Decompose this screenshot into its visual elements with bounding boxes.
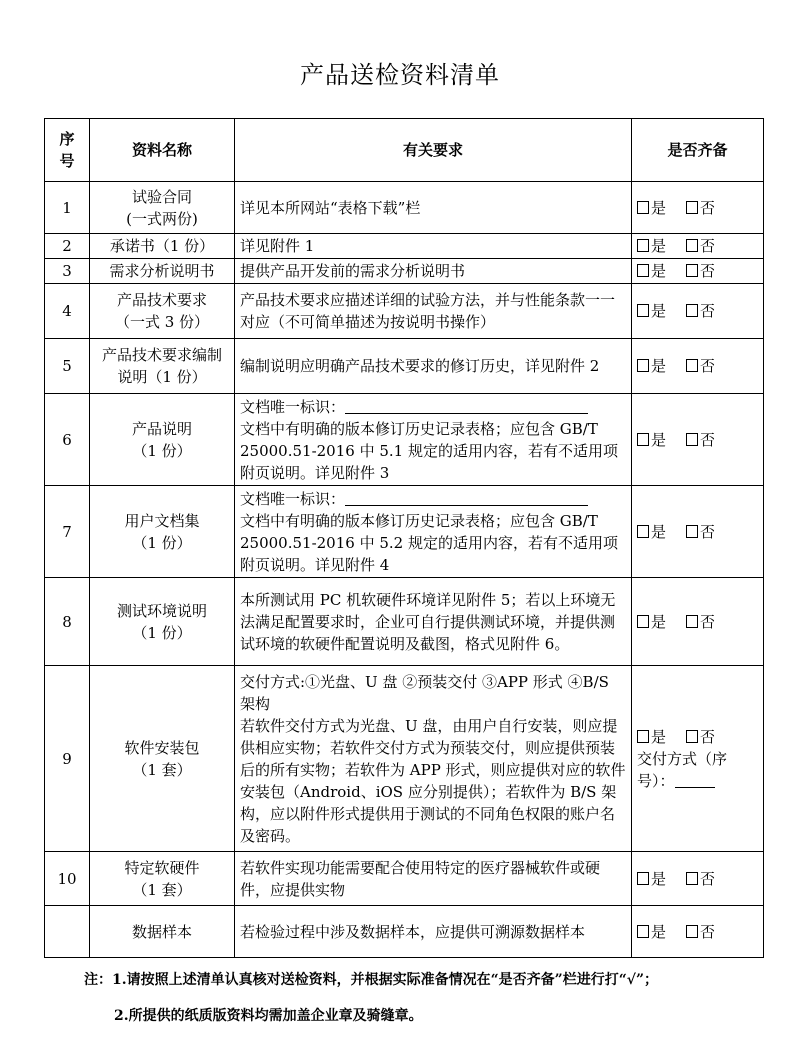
- requirement-line: [240, 715, 626, 847]
- check-yes-checkbox[interactable]: [637, 304, 649, 317]
- requirement-line: [240, 418, 626, 484]
- row-number: 1: [45, 182, 90, 234]
- requirement-line: [240, 857, 626, 901]
- requirement-text: [235, 666, 632, 852]
- table-row: [45, 234, 764, 259]
- check-yes-option[interactable]: [637, 262, 666, 280]
- document-name: [90, 182, 235, 234]
- table-row: [45, 486, 764, 578]
- check-yes-option[interactable]: [637, 357, 666, 375]
- document-name: [90, 852, 235, 906]
- table-row: [45, 666, 764, 852]
- check-no-label: 否: [700, 522, 716, 541]
- check-no-option[interactable]: [686, 923, 715, 941]
- table-row: [45, 394, 764, 486]
- document-name-line: 需求分析说明书: [109, 262, 215, 280]
- document-name: [90, 339, 235, 394]
- check-cell: [632, 394, 764, 486]
- requirement-line-text: 文档中有明确的版本修订历史记录表格；应包含 GB/T 25000.51-2016 中 5.2 规定的适用内容，若有不适用项附页说明。详见附件 4: [240, 511, 618, 574]
- check-yes-checkbox[interactable]: [637, 525, 649, 538]
- check-options: [637, 726, 758, 748]
- header-row: [45, 119, 764, 182]
- requirement-text: [235, 578, 632, 666]
- document-name-line: （1 套）: [132, 880, 192, 899]
- document-name: [90, 259, 235, 284]
- check-yes-option[interactable]: [637, 728, 666, 746]
- check-yes-option[interactable]: [637, 613, 666, 631]
- document-name: [90, 578, 235, 666]
- check-options: [637, 355, 758, 377]
- check-options: [637, 197, 758, 219]
- check-yes-checkbox[interactable]: [637, 615, 649, 628]
- check-cell: [632, 578, 764, 666]
- check-yes-label: 是: [651, 522, 667, 541]
- row-number: 6: [45, 394, 90, 486]
- row-number: 7: [45, 486, 90, 578]
- table-row: [45, 259, 764, 284]
- check-yes-option[interactable]: [637, 302, 666, 320]
- check-no-label: 否: [700, 727, 716, 746]
- document-name-line: 产品技术要求: [116, 291, 207, 309]
- requirement-text: [235, 486, 632, 578]
- requirement-line-text: 详见本所网站“表格下载”栏: [240, 198, 421, 217]
- requirement-line: [240, 396, 626, 418]
- check-no-checkbox[interactable]: [686, 359, 698, 372]
- check-no-label: 否: [700, 357, 716, 375]
- check-yes-option[interactable]: [637, 431, 666, 449]
- requirement-line-text: 若软件实现功能需要配合使用特定的医疗器械软件或硬件，应提供实物: [240, 858, 601, 899]
- check-no-option[interactable]: [686, 728, 715, 746]
- check-cell: [632, 906, 764, 958]
- row-number: 4: [45, 284, 90, 339]
- check-no-option[interactable]: [686, 870, 715, 888]
- requirement-text: [235, 234, 632, 259]
- row-number: 9: [45, 666, 90, 852]
- requirement-line-text: 提供产品开发前的需求分析说明书: [240, 262, 466, 280]
- header-no: 序号: [45, 119, 90, 182]
- document-name-line: 软件安装包: [124, 738, 200, 757]
- document-name: [90, 906, 235, 958]
- requirement-line: [240, 510, 626, 576]
- check-yes-label: 是: [651, 727, 667, 746]
- document-name: [90, 666, 235, 852]
- document-name-line: （1 套）: [132, 760, 192, 779]
- check-yes-label: 是: [651, 302, 667, 320]
- requirement-text: [235, 339, 632, 394]
- check-no-label: 否: [700, 869, 716, 888]
- check-no-label: 否: [700, 922, 716, 941]
- row-number: 10: [45, 852, 90, 906]
- delivery-method-label: 交付方式（序号）：: [637, 749, 728, 790]
- requirement-text: [235, 394, 632, 486]
- check-cell: [632, 486, 764, 578]
- check-yes-option[interactable]: [637, 523, 666, 541]
- page-title: 产品送检资料清单: [300, 61, 500, 89]
- check-options: [637, 521, 758, 543]
- check-no-label: 否: [700, 237, 716, 255]
- note-1: 注：1.请按照上述清单认真核对送检资料，并根据实际准备情况在“是否齐备”栏进行打“√”；: [84, 972, 659, 988]
- requirement-line: [240, 921, 626, 943]
- row-number: 2: [45, 234, 90, 259]
- check-no-option[interactable]: [686, 302, 715, 320]
- check-no-option[interactable]: [686, 613, 715, 631]
- document-name-line: 测试环境说明: [116, 601, 207, 620]
- check-yes-label: 是: [651, 262, 667, 280]
- check-yes-label: 是: [651, 357, 667, 375]
- requirement-line-text: 文档唯一标识：: [240, 397, 346, 416]
- table-row: [45, 339, 764, 394]
- check-no-checkbox[interactable]: [686, 525, 698, 538]
- check-no-option[interactable]: [686, 237, 715, 255]
- table-row: [45, 578, 764, 666]
- row-number: [45, 906, 90, 958]
- check-cell: [632, 852, 764, 906]
- check-no-checkbox[interactable]: [686, 872, 698, 885]
- requirement-line: [240, 589, 626, 655]
- check-no-checkbox[interactable]: [686, 615, 698, 628]
- document-name-line: 承诺书（1 份）: [109, 237, 215, 255]
- document-name-line: （1 份）: [132, 441, 192, 460]
- check-options: [637, 868, 758, 890]
- requirement-line-text: 文档唯一标识：: [240, 489, 346, 508]
- requirement-text: [235, 852, 632, 906]
- check-yes-checkbox[interactable]: [637, 239, 649, 252]
- notes: [84, 962, 658, 1034]
- requirement-line: [240, 289, 626, 333]
- document-name: [90, 234, 235, 259]
- row-number: 3: [45, 259, 90, 284]
- delivery-method-field: [637, 748, 758, 792]
- table-row: [45, 852, 764, 906]
- table-row: [45, 284, 764, 339]
- header-check: 是否齐备: [632, 119, 764, 182]
- check-yes-label: 是: [651, 198, 667, 217]
- checklist-table: [44, 118, 764, 958]
- requirement-line-text: 若软件交付方式为光盘、U 盘，由用户自行安装，则应提供相应实物；若软件交付方式为预装交付，则应提供预装后的所有实物；若软件为 APP 形式，则应提供对应的软件安装包（Android、iOS 应分别提供）；若软件为 B/S 架构，应以附件形式提供用于测试的不同角色权限的账户名及密码。: [240, 716, 626, 845]
- requirement-line: [240, 488, 626, 510]
- doc-id-blank-field[interactable]: [345, 399, 588, 414]
- check-no-checkbox[interactable]: [686, 239, 698, 252]
- check-no-checkbox[interactable]: [686, 304, 698, 317]
- check-no-option[interactable]: [686, 431, 715, 449]
- requirement-line-text: 文档中有明确的版本修订历史记录表格；应包含 GB/T 25000.51-2016 中 5.1 规定的适用内容，若有不适用项附页说明。详见附件 3: [240, 419, 618, 482]
- check-yes-option[interactable]: [637, 199, 666, 217]
- document-name-line: 特定软硬件: [124, 858, 200, 877]
- check-no-option[interactable]: [686, 357, 715, 375]
- document-name: [90, 284, 235, 339]
- document-name-line: （一式 3 份）: [114, 313, 210, 331]
- row-number: 8: [45, 578, 90, 666]
- header-name: 资料名称: [90, 119, 235, 182]
- check-options: [637, 429, 758, 451]
- check-no-option[interactable]: [686, 262, 715, 280]
- check-no-label: 否: [700, 262, 716, 280]
- document-name-line: 试验合同: [131, 187, 192, 206]
- requirement-line-text: 编制说明应明确产品技术要求的修订历史，详见附件 2: [240, 357, 600, 375]
- header-requirements: 有关要求: [235, 119, 632, 182]
- check-no-checkbox[interactable]: [686, 264, 698, 277]
- doc-id-blank-field[interactable]: [345, 491, 588, 506]
- check-cell: [632, 234, 764, 259]
- check-yes-option[interactable]: [637, 237, 666, 255]
- document-name-line: 产品技术要求编制说明（1 份）: [101, 346, 222, 386]
- check-no-checkbox[interactable]: [686, 201, 698, 214]
- document-name: [90, 394, 235, 486]
- check-cell: [632, 666, 764, 852]
- check-no-option[interactable]: [686, 523, 715, 541]
- check-cell: [632, 259, 764, 284]
- check-yes-label: 是: [651, 430, 667, 449]
- check-options: [637, 235, 758, 257]
- requirement-text: [235, 182, 632, 234]
- check-yes-checkbox[interactable]: [637, 925, 649, 938]
- requirement-line: [240, 197, 626, 219]
- document-name-line: 用户文档集: [124, 511, 200, 530]
- check-no-checkbox[interactable]: [686, 433, 698, 446]
- check-yes-checkbox[interactable]: [637, 359, 649, 372]
- check-no-checkbox[interactable]: [686, 925, 698, 938]
- check-options: [637, 921, 758, 943]
- table-row: [45, 906, 764, 958]
- check-no-option[interactable]: [686, 199, 715, 217]
- document-name-line: 数据样本: [131, 922, 192, 941]
- check-yes-checkbox[interactable]: [637, 433, 649, 446]
- note-2: 2.所提供的纸质版资料均需加盖企业章及骑缝章。: [114, 1008, 423, 1024]
- check-options: [637, 300, 758, 322]
- row-number: 5: [45, 339, 90, 394]
- requirement-line-text: 本所测试用 PC 机软硬件环境详见附件 5；若以上环境无法满足配置要求时，企业可自行提供测试环境，并提供测试环境的软硬件配置说明及截图，格式见附件 6。: [240, 590, 616, 653]
- table-row: [45, 182, 764, 234]
- check-yes-checkbox[interactable]: [637, 730, 649, 743]
- document-name-line: （1 份）: [132, 623, 192, 642]
- check-cell: [632, 284, 764, 339]
- requirement-text: [235, 284, 632, 339]
- check-yes-label: 是: [651, 237, 667, 255]
- check-no-label: 否: [700, 198, 716, 217]
- check-yes-checkbox[interactable]: [637, 264, 649, 277]
- check-yes-checkbox[interactable]: [637, 201, 649, 214]
- check-options: [637, 260, 758, 282]
- check-yes-option[interactable]: [637, 923, 666, 941]
- requirement-line-text: 若检验过程中涉及数据样本，应提供可溯源数据样本: [240, 922, 586, 941]
- requirement-line: [240, 235, 626, 257]
- requirement-line: [240, 671, 626, 715]
- document-name-line: （1 份）: [132, 533, 192, 552]
- check-no-label: 否: [700, 612, 716, 631]
- check-yes-label: 是: [651, 612, 667, 631]
- requirement-line: [240, 355, 626, 377]
- requirement-line: [240, 260, 626, 282]
- check-options: [637, 611, 758, 633]
- check-yes-option[interactable]: [637, 870, 666, 888]
- delivery-method-blank[interactable]: [675, 773, 715, 788]
- requirement-text: [235, 906, 632, 958]
- requirement-line-text: 交付方式:①光盘、U 盘 ②预装交付 ③APP 形式 ④B/S 架构: [240, 672, 609, 713]
- document-name-line: 产品说明: [131, 419, 192, 438]
- requirement-line-text: 详见附件 1: [240, 237, 315, 255]
- document-name-line: (一式两份): [126, 209, 198, 228]
- check-yes-label: 是: [651, 869, 667, 888]
- check-no-label: 否: [700, 302, 716, 320]
- check-yes-checkbox[interactable]: [637, 872, 649, 885]
- check-no-label: 否: [700, 430, 716, 449]
- document-name: [90, 486, 235, 578]
- requirement-text: [235, 259, 632, 284]
- check-yes-label: 是: [651, 922, 667, 941]
- requirement-line-text: 产品技术要求应描述详细的试验方法，并与性能条款一一对应（不可简单描述为按说明书操作）: [240, 291, 616, 331]
- check-cell: [632, 339, 764, 394]
- check-no-checkbox[interactable]: [686, 730, 698, 743]
- check-cell: [632, 182, 764, 234]
